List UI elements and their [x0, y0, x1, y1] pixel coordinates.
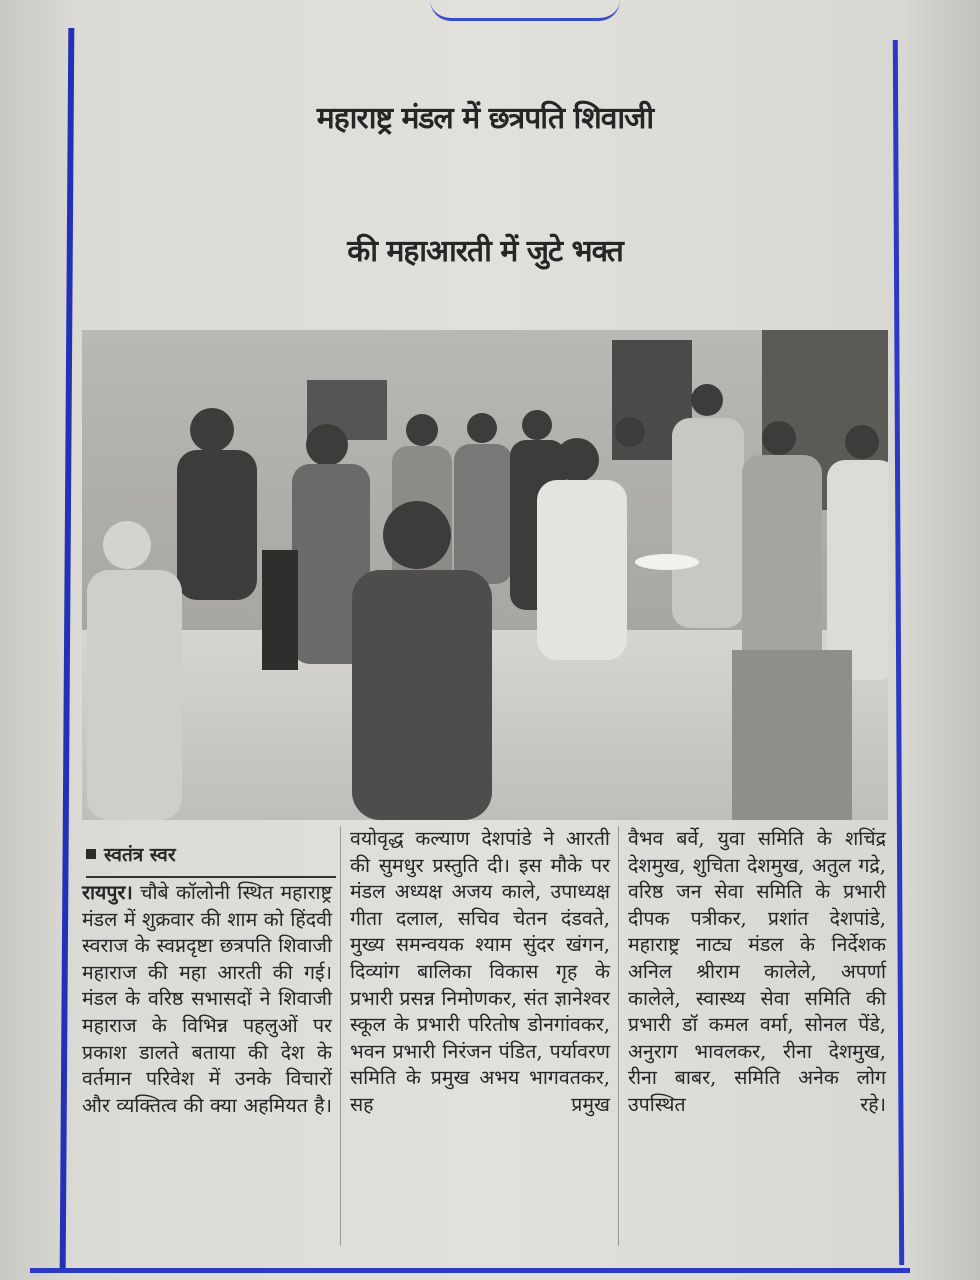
bullet-square-icon — [86, 849, 96, 859]
column-rule-1 — [340, 826, 341, 1246]
pen-frame-bottom — [30, 1268, 910, 1273]
headline — [80, 50, 890, 330]
pen-mark-top — [430, 0, 620, 21]
article-column-3 — [628, 826, 886, 1119]
article-column-3-text: वैभव बर्वे, युवा समिति के शचिंद्र देशमुख, शुचिता देशमुख, अतुल गद्रे, वरिष्ठ जन सेवा समिति के प्रभारी दीपक पत्रीकर, प्रशांत देशपांडे, महाराष्ट्र नाट्य मंडल के निर्देशक अनिल श्रीराम कालेले, अपर्णा कालेले, स्वास्थ्य सेवा समिति की प्रभारी डॉ कमल वर्मा, सोनल पेंडे, अनुराग भावलकर, रीना देशमुख, रीना बाबर, समिति अनेक लोग उपस्थित रहे। — [628, 827, 886, 1116]
byline-rule — [86, 876, 336, 878]
article-column-1 — [82, 880, 332, 1119]
news-photo — [82, 330, 888, 820]
article-column-1-text: चौबे कॉलोनी स्थित महाराष्ट्र मंडल में शुक्रवार की शाम को हिंदवी स्वराज के स्वप्नदृष्टा छत्रपति शिवाजी महाराज की महा आरती की गई। मंडल के वरिष्ठ सभासदों ने शिवाजी महाराज के विभिन्न पहलुओं पर प्रकाश डालते बताया की देश के वर्तमान परिवेश में उनके विचारों और व्यक्तित्व की क्या अहमियत है। — [82, 881, 332, 1117]
headline-line-2: की महाआरती में जुटे भक्त — [347, 234, 623, 269]
byline-text: स्वतंत्र स्वर — [104, 844, 176, 866]
dateline: रायपुर। — [82, 881, 133, 904]
headline-line-1: महाराष्ट्र मंडल में छत्रपति शिवाजी — [316, 101, 654, 136]
photo-illustration — [82, 330, 888, 820]
article-column-2-text: वयोवृद्ध कल्याण देशपांडे ने आरती की सुमधुर प्रस्तुति दी। इस मौके पर मंडल अध्यक्ष अजय काले, उपाध्यक्ष गीता दलाल, सचिव चेतन दंडवते, मुख्य समन्वयक श्याम सुंदर खंगन, दिव्यांग बालिका विकास गृह के प्रभारी प्रसन्न निमोणकर, संत ज्ञानेश्वर स्कूल के प्रभारी परितोष डोनगांवकर, भवन प्रभारी निरंजन पंडित, पर्यावरण समिति के प्रमुख अभय भागवतकर, सह प्रमुख — [350, 827, 610, 1116]
column-rule-2 — [618, 826, 619, 1246]
byline — [86, 840, 336, 870]
photo-aarti-plate — [635, 554, 699, 570]
article-column-2 — [350, 826, 610, 1119]
